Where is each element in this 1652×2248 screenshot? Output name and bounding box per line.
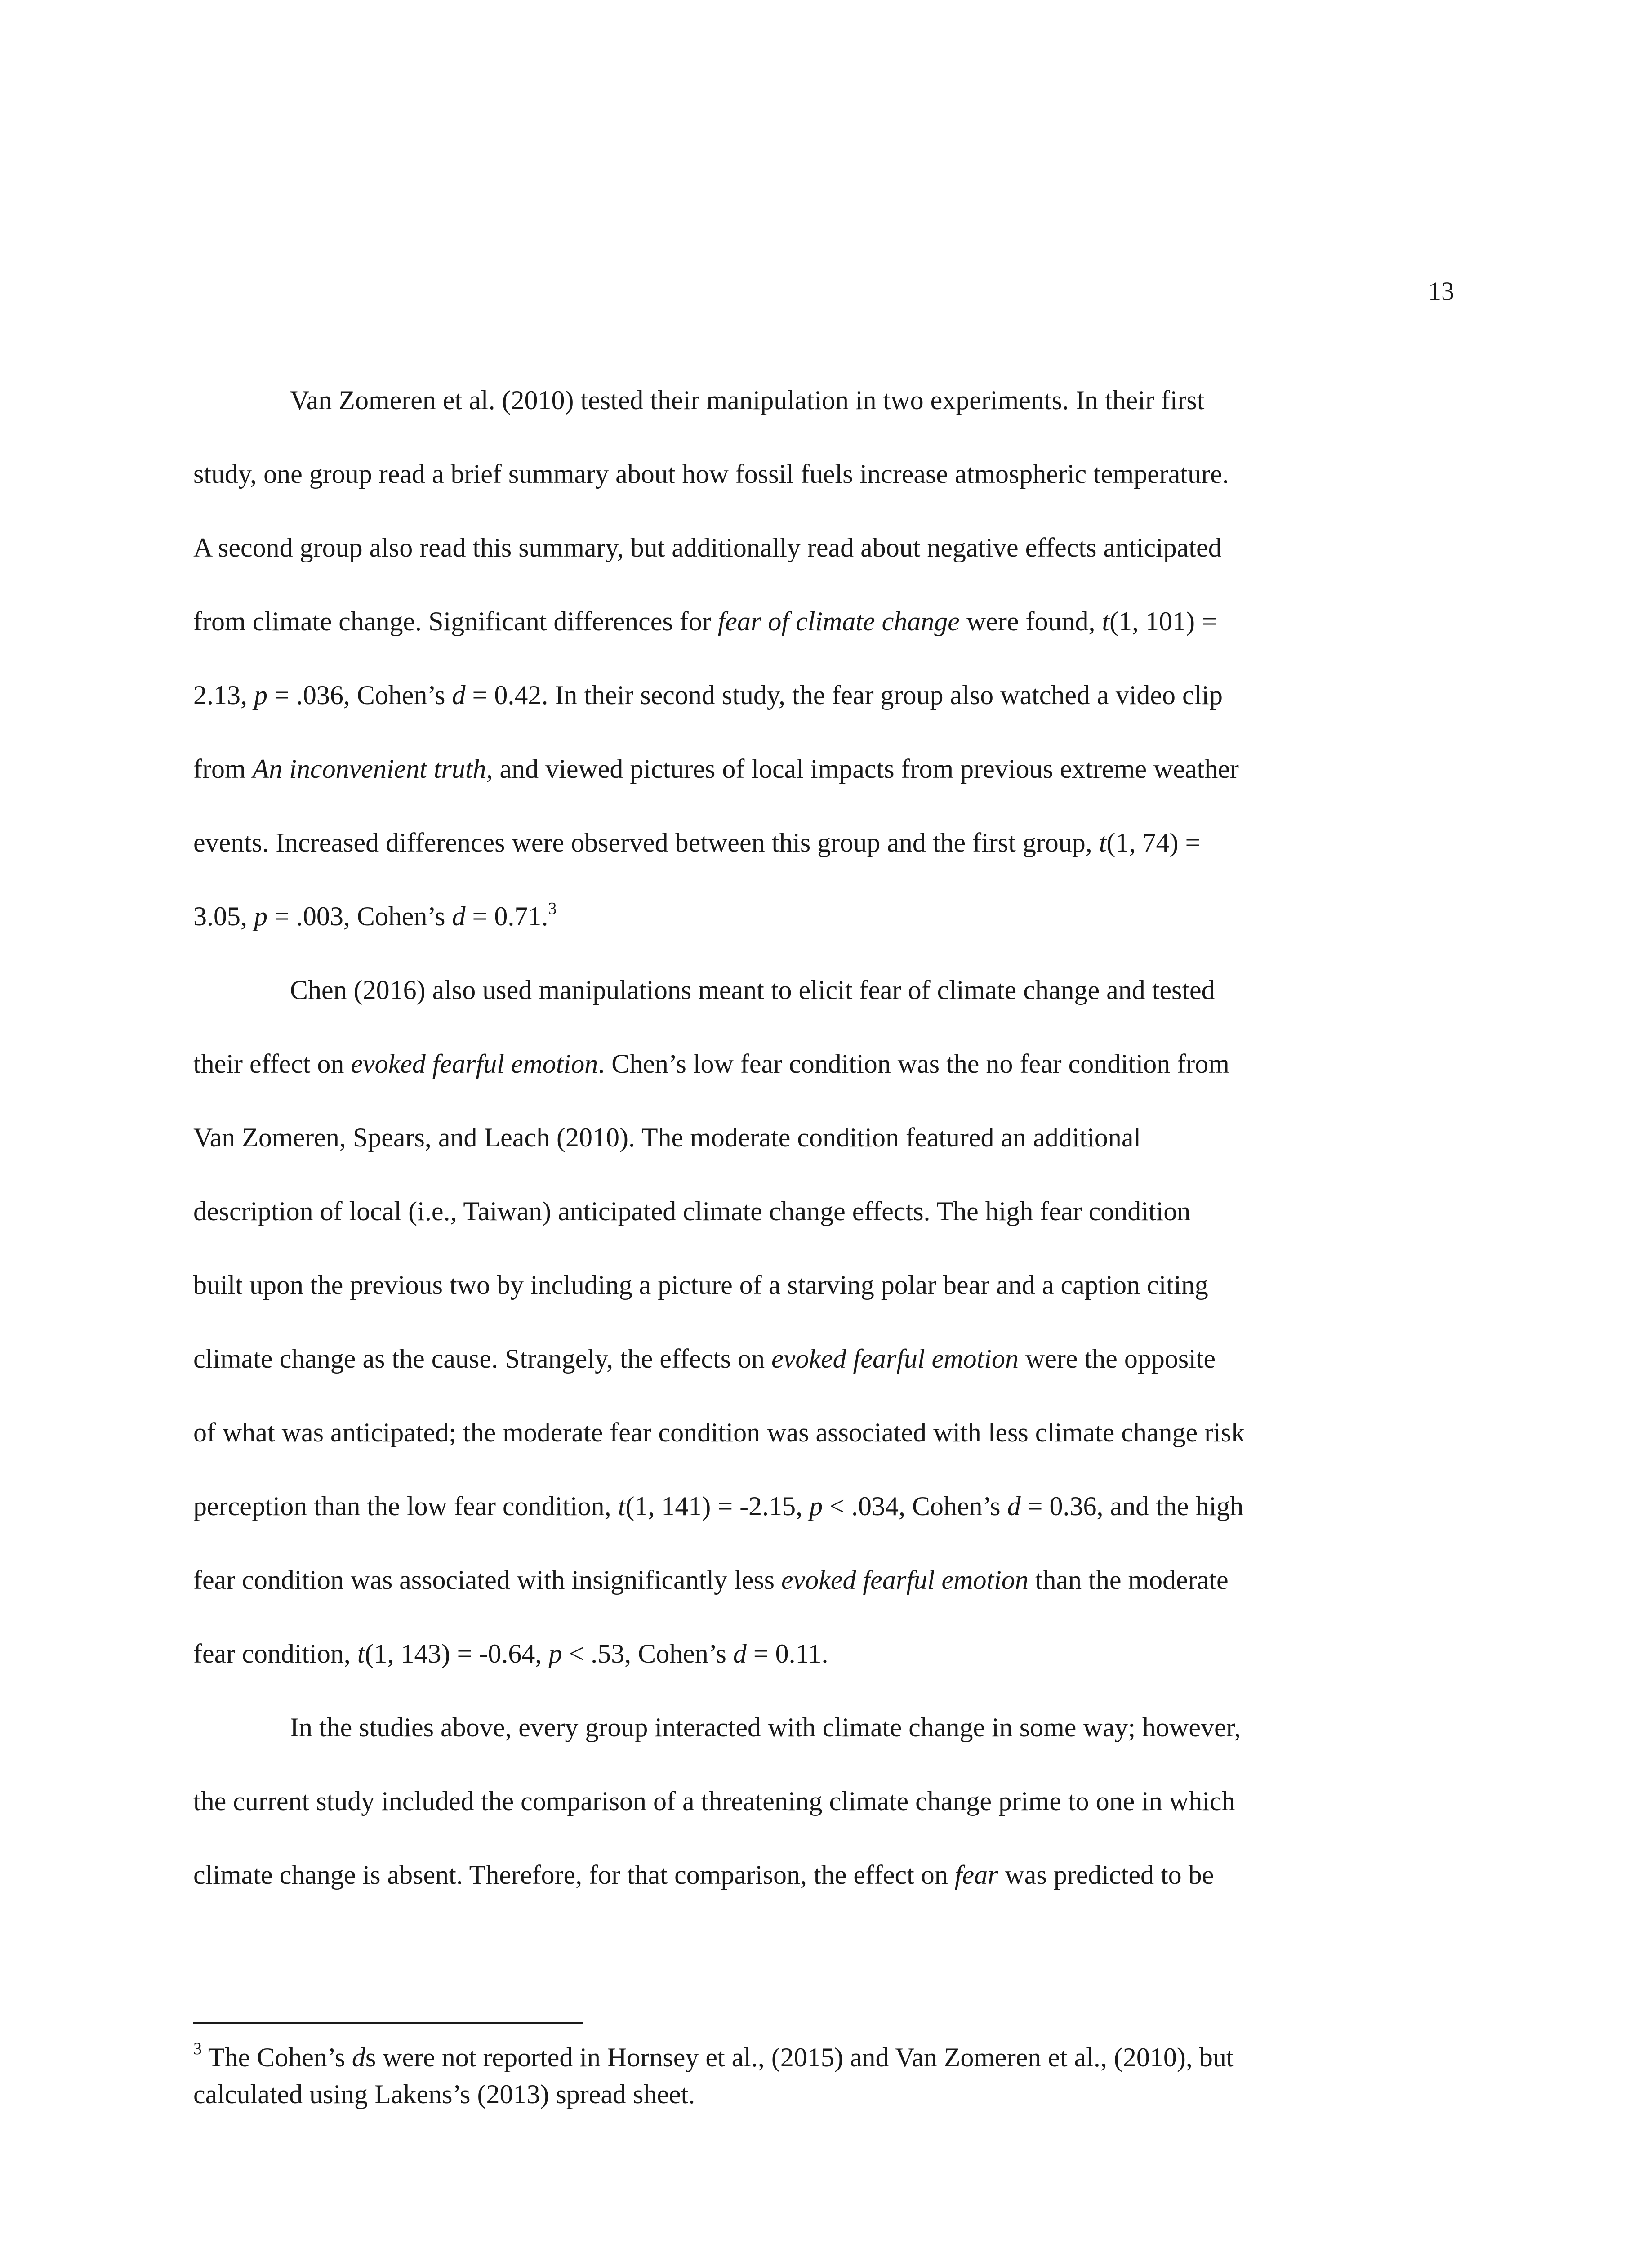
text-run: (1, 141) = -2.15, bbox=[625, 1491, 810, 1521]
italic-text: evoked fearful emotion bbox=[771, 1344, 1019, 1374]
text-run: study, one group read a brief summary about how fossil fuels increase atmospheric temperature. bbox=[193, 459, 1229, 489]
text-run: their effect on bbox=[193, 1049, 351, 1079]
text-run: built upon the previous two by including a picture of a starving polar bear and a caption citing bbox=[193, 1270, 1208, 1300]
text-run: 2.13, bbox=[193, 680, 254, 710]
text-run: < .53, Cohen’s bbox=[562, 1639, 733, 1668]
paragraph bbox=[193, 1690, 1452, 1912]
text-line bbox=[193, 363, 1452, 437]
text-line bbox=[193, 1248, 1452, 1322]
italic-text: p bbox=[548, 1639, 562, 1668]
body-text bbox=[193, 363, 1452, 1912]
text-line bbox=[193, 1469, 1452, 1543]
text-run: = 0.11. bbox=[746, 1639, 828, 1668]
text-run: fear condition was associated with insignificantly less bbox=[193, 1565, 782, 1595]
footnote-line bbox=[193, 2076, 1452, 2113]
italic-text: p bbox=[254, 901, 267, 931]
text-run: Chen (2016) also used manipulations meant to elicit fear of climate change and tested bbox=[290, 975, 1215, 1005]
page-number: 13 bbox=[1428, 277, 1454, 306]
footnote-separator bbox=[193, 2022, 583, 2024]
text-run: Van Zomeren et al. (2010) tested their manipulation in two experiments. In their first bbox=[290, 385, 1205, 415]
text-line bbox=[193, 1322, 1452, 1396]
text-line bbox=[193, 658, 1452, 732]
text-run: = 0.42. In their second study, the fear group also watched a video clip bbox=[465, 680, 1223, 710]
text-run: climate change is absent. Therefore, for that comparison, the effect on bbox=[193, 1860, 955, 1890]
text-line bbox=[193, 1690, 1452, 1764]
footnote-marker: 3 bbox=[193, 2039, 202, 2058]
text-run: were found, bbox=[959, 607, 1102, 636]
italic-text: t bbox=[618, 1491, 626, 1521]
italic-text: t bbox=[1099, 828, 1107, 857]
italic-text: t bbox=[357, 1639, 365, 1668]
italic-text: p bbox=[809, 1491, 823, 1521]
paragraph bbox=[193, 953, 1452, 1690]
italic-text: evoked fearful emotion bbox=[781, 1565, 1029, 1595]
text-run: of what was anticipated; the moderate fear condition was associated with less climate change risk bbox=[193, 1418, 1245, 1447]
footnote bbox=[193, 2039, 1452, 2113]
italic-text: An inconvenient truth bbox=[252, 754, 486, 784]
text-line bbox=[193, 879, 1452, 953]
text-line bbox=[193, 732, 1452, 806]
italic-text: d bbox=[352, 2043, 365, 2072]
italic-text: fear bbox=[954, 1860, 998, 1890]
italic-text: evoked fearful emotion bbox=[351, 1049, 598, 1079]
text-run: A second group also read this summary, but additionally read about negative effects anticipated bbox=[193, 533, 1222, 562]
text-line bbox=[193, 953, 1452, 1027]
text-line bbox=[193, 437, 1452, 511]
text-line bbox=[193, 1174, 1452, 1248]
italic-text: d bbox=[452, 680, 466, 710]
text-run: the current study included the comparison of a threatening climate change prime to one in which bbox=[193, 1786, 1235, 1816]
text-run: events. Increased differences were observed between this group and the first group, bbox=[193, 828, 1099, 857]
text-run: < .034, Cohen’s bbox=[823, 1491, 1007, 1521]
text-run: In the studies above, every group interacted with climate change in some way; however, bbox=[290, 1713, 1241, 1742]
text-line bbox=[193, 1617, 1452, 1690]
text-line bbox=[193, 1543, 1452, 1617]
text-line bbox=[193, 511, 1452, 584]
text-run: perception than the low fear condition, bbox=[193, 1491, 618, 1521]
italic-text: p bbox=[254, 680, 267, 710]
text-run: from bbox=[193, 754, 253, 784]
italic-text: d bbox=[452, 901, 466, 931]
text-run: s were not reported in Hornsey et al., (2015) and Van Zomeren et al., (2010), but bbox=[365, 2043, 1234, 2072]
italic-text: t bbox=[1102, 607, 1110, 636]
text-run: (1, 143) = -0.64, bbox=[365, 1639, 549, 1668]
text-line bbox=[193, 584, 1452, 658]
footnote-marker: 3 bbox=[548, 899, 557, 918]
text-line bbox=[193, 1101, 1452, 1174]
text-line bbox=[193, 806, 1452, 879]
italic-text: fear of climate change bbox=[717, 607, 960, 636]
text-line bbox=[193, 1764, 1452, 1838]
text-run: from climate change. Significant differences for bbox=[193, 607, 718, 636]
text-line bbox=[193, 1027, 1452, 1101]
text-run: . Chen’s low fear condition was the no fear condition from bbox=[598, 1049, 1229, 1079]
text-run: fear condition, bbox=[193, 1639, 357, 1668]
text-run: = .003, Cohen’s bbox=[267, 901, 452, 931]
text-run: calculated using Lakens’s (2013) spread sheet. bbox=[193, 2079, 695, 2109]
text-line bbox=[193, 1838, 1452, 1912]
text-run: description of local (i.e., Taiwan) anticipated climate change effects. The high fear condition bbox=[193, 1196, 1191, 1226]
italic-text: d bbox=[1007, 1491, 1021, 1521]
italic-text: d bbox=[733, 1639, 747, 1668]
text-run: 3.05, bbox=[193, 901, 254, 931]
text-run: was predicted to be bbox=[998, 1860, 1214, 1890]
text-run: The Cohen’s bbox=[202, 2043, 352, 2072]
text-line bbox=[193, 1396, 1452, 1469]
text-run: (1, 74) = bbox=[1106, 828, 1201, 857]
text-run: were the opposite bbox=[1018, 1344, 1216, 1374]
text-run: climate change as the cause. Strangely, the effects on bbox=[193, 1344, 772, 1374]
text-run: Van Zomeren, Spears, and Leach (2010). The moderate condition featured an additional bbox=[193, 1123, 1141, 1152]
text-run: = 0.36, and the high bbox=[1020, 1491, 1244, 1521]
text-run: , and viewed pictures of local impacts from previous extreme weather bbox=[486, 754, 1239, 784]
footnote-line bbox=[193, 2039, 1452, 2076]
text-run: than the moderate bbox=[1028, 1565, 1229, 1595]
text-run: (1, 101) = bbox=[1109, 607, 1217, 636]
paragraph bbox=[193, 363, 1452, 953]
text-run: = 0.71. bbox=[465, 901, 548, 931]
text-run: = .036, Cohen’s bbox=[267, 680, 452, 710]
